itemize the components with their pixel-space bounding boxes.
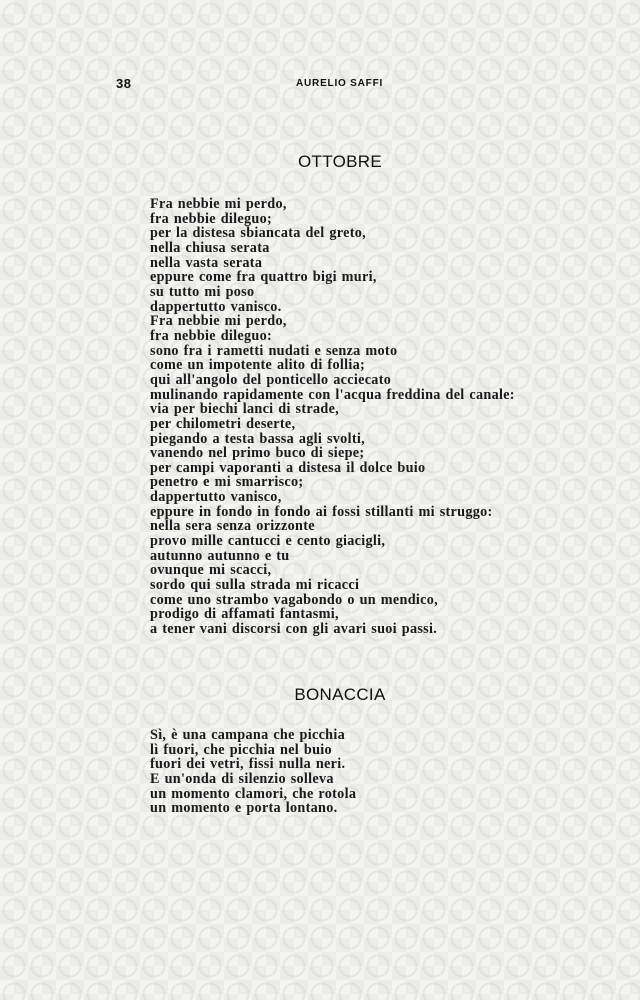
poem-line: eppure in fondo in fondo ai fossi stillanti mi struggo: <box>150 503 493 520</box>
poem-line: Fra nebbie mi perdo, <box>150 313 287 330</box>
poem-line: prodigo di affamati fantasmi, <box>150 606 339 623</box>
poem-line: come un impotente alito di follia; <box>150 357 365 374</box>
running-head: AURELIO SAFFI <box>296 78 384 89</box>
poem-line: Fra nebbie mi perdo, <box>150 196 287 212</box>
poem-line: sordo qui sulla strada mi ricacci <box>150 577 360 594</box>
page-number: 38 <box>116 76 132 91</box>
poem-line: provo mille cantucci e cento giacigli, <box>150 533 386 550</box>
poem-line: mulinando rapidamente con l'acqua freddina del canale: <box>150 386 515 403</box>
poem-line: Sì, è una campana che picchia <box>150 727 345 743</box>
poem-line: nella vasta serata <box>150 254 263 271</box>
poem-line: su tutto mi poso <box>150 283 255 300</box>
poem-line: qui all'angolo del ponticello acciecato <box>150 371 392 388</box>
poem-line: dappertutto vanisco. <box>150 298 282 315</box>
poem-title-ottobre: OTTOBRE <box>298 152 382 171</box>
poem-title-bonaccia: BONACCIA <box>294 685 386 704</box>
poem-line: autunno autunno e tu <box>150 547 290 564</box>
poem-line: via per biechi lanci di strade, <box>150 401 340 418</box>
poem-line: eppure come fra quattro bigi muri, <box>150 269 377 286</box>
poem-line: piegando a testa bassa agli svolti, <box>150 430 365 447</box>
poem-line: fra nebbie dileguo: <box>150 327 272 344</box>
poem-line: dappertutto vanisco, <box>150 489 282 506</box>
poem-line: ovunque mi scacci, <box>150 562 272 579</box>
poem-line: lì fuori, che picchia nel buio <box>150 741 332 758</box>
poem-line: un momento e porta lontano. <box>150 800 338 817</box>
poem-line: per campi vaporanti a distesa il dolce buio <box>150 459 426 476</box>
poem-line: come uno strambo vagabondo o un mendico, <box>150 591 438 608</box>
poem-line: sono fra i rametti nudati e senza moto <box>150 342 398 359</box>
poem-line: a tener vani discorsi con gli avari suoi passi. <box>150 621 438 638</box>
poem-body-bonaccia <box>150 728 356 816</box>
poem-line: per chilometri deserte, <box>150 415 296 432</box>
poem-line: nella sera senza orizzonte <box>150 518 315 535</box>
poem-line: un momento clamori, che rotola <box>150 785 357 802</box>
poem-line: fuori dei vetri, fissi nulla neri. <box>150 756 346 773</box>
poem-line: nella chiusa serata <box>150 239 270 256</box>
poem-line: per la distesa sbiancata del greto, <box>150 225 366 242</box>
poem-body-ottobre <box>150 197 515 637</box>
poem-line: vanendo nel primo buco di siepe; <box>150 445 365 462</box>
poem-line: E un'onda di silenzio solleva <box>150 770 334 787</box>
poem-line: fra nebbie dileguo; <box>150 210 272 227</box>
poem-line: penetro e mi smarrisco; <box>150 474 304 491</box>
